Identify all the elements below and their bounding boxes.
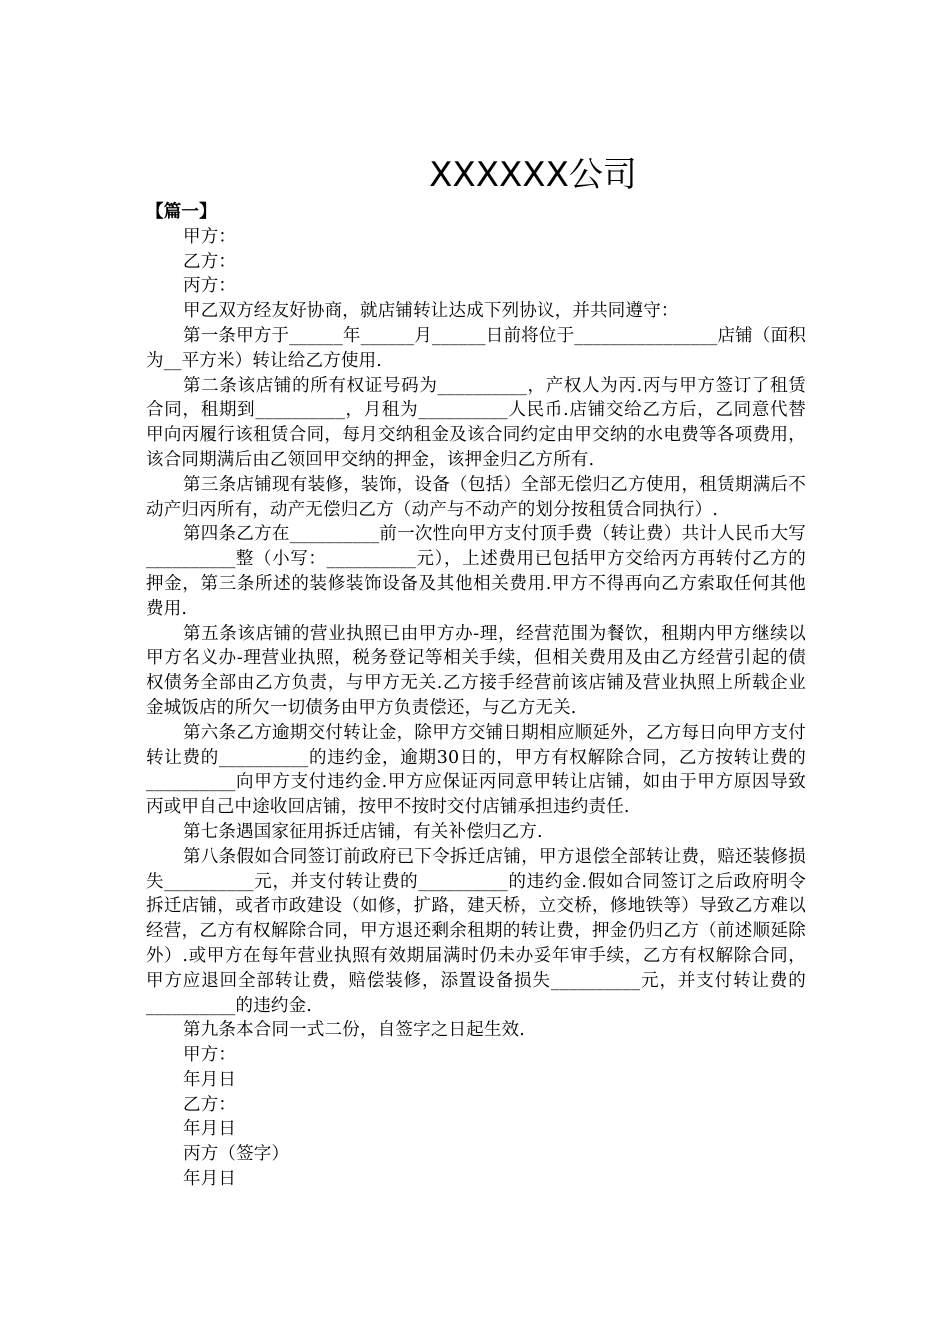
article-9: 第九条本合同一式二份，自签字之日起生效. <box>183 1020 526 1041</box>
signature-line: 甲方： <box>183 1045 237 1066</box>
party-line: 丙方： <box>183 276 237 297</box>
party-line: 乙方： <box>183 251 237 272</box>
article-3: 第三条店铺现有装修，装饰，设备（包括）全部无偿归乙方使用，租赁期满后不动产归丙所有，动产无偿归乙方（动产与不动产的划分按租赁合同执行）. <box>146 474 806 520</box>
party-line: 甲方： <box>183 226 237 247</box>
article-5: 第五条该店铺的营业执照已由甲方办-理，经营范围为餐饮，租期内甲方继续以甲方名义办-理营业执照，税务登记等相关手续，但相关费用及由乙方经营引起的债权债务全部由乙方负责，与甲方无关.乙方接手经营前该店铺及营业执照上所载企业金城饭店的所欠一切债务由甲方负责偿还，与乙方无关. <box>146 623 806 718</box>
section-heading: 【篇一】 <box>146 202 217 222</box>
article-6: 第六条乙方逾期交付转让金，除甲方交铺日期相应顺延外，乙方每日向甲方支付转让费的__________的违约金，逾期30日的，甲方有权解除合同，乙方按转让费的__________向甲方支付违约金.甲方应保证丙同意甲转让店铺，如由于甲方原因导致丙或甲自己中途收回店铺，按甲不按时交付店铺承担违约责任. <box>146 722 806 818</box>
date-line: 年月日 <box>183 1169 237 1190</box>
article-4: 第四条乙方在__________前一次性向甲方支付顶手费（转让费）共计人民币大写__________整（小写：__________元），上述费用已包括甲方交给丙方再转付乙方的押金，第三条所述的装修装饰设备及其他相关费用.甲方不得再向乙方索取任何其他费用. <box>146 524 806 619</box>
article-7: 第七条遇国家征用拆迁店铺，有关补偿归乙方. <box>183 821 543 842</box>
article-2: 第二条该店铺的所有权证号码为__________，产权人为丙.丙与甲方签订了租赁合同，租期到__________，月租为__________人民币.店铺交给乙方后，乙同意代替甲向丙履行该租赁合同，每月交纳租金及该合同约定由甲交纳的水电费等各项费用，该合同期满后由乙领回甲交纳的押金，该押金归乙方所有. <box>146 375 806 470</box>
document-title: XXXXXX公司 <box>429 155 637 195</box>
signature-line: 乙方： <box>183 1094 237 1115</box>
agreement-intro: 甲乙双方经友好协商，就店铺转让达成下列协议，并共同遵守： <box>183 301 679 322</box>
date-line: 年月日 <box>183 1119 237 1140</box>
article-8: 第八条假如合同签订前政府已下令拆迁店铺，甲方退偿全部转让费，赔还装修损失__________元，并支付转让费的__________的违约金.假如合同签订之后政府明令拆迁店铺，或者市政建设（如修，扩路，建天桥，立交桥，修地铁等）导致乙方难以经营，乙方有权解除合同，甲方退还剩余租期的转让费，押金仍归乙方（前述顺延除外）.或甲方在每年营业执照有效期届满时仍未办妥年审手续，乙方有权解除合同，甲方应退回全部转让费，赔偿装修，添置设备损失__________元，并支付转让费的__________的违约金. <box>146 846 806 1016</box>
signature-line: 丙方（签字） <box>183 1144 290 1165</box>
document-body <box>146 200 806 1192</box>
article-1: 第一条甲方于______年______月______日前将位于________________店铺（面积为__平方米）转让给乙方使用. <box>146 325 806 371</box>
date-line: 年月日 <box>183 1069 237 1090</box>
